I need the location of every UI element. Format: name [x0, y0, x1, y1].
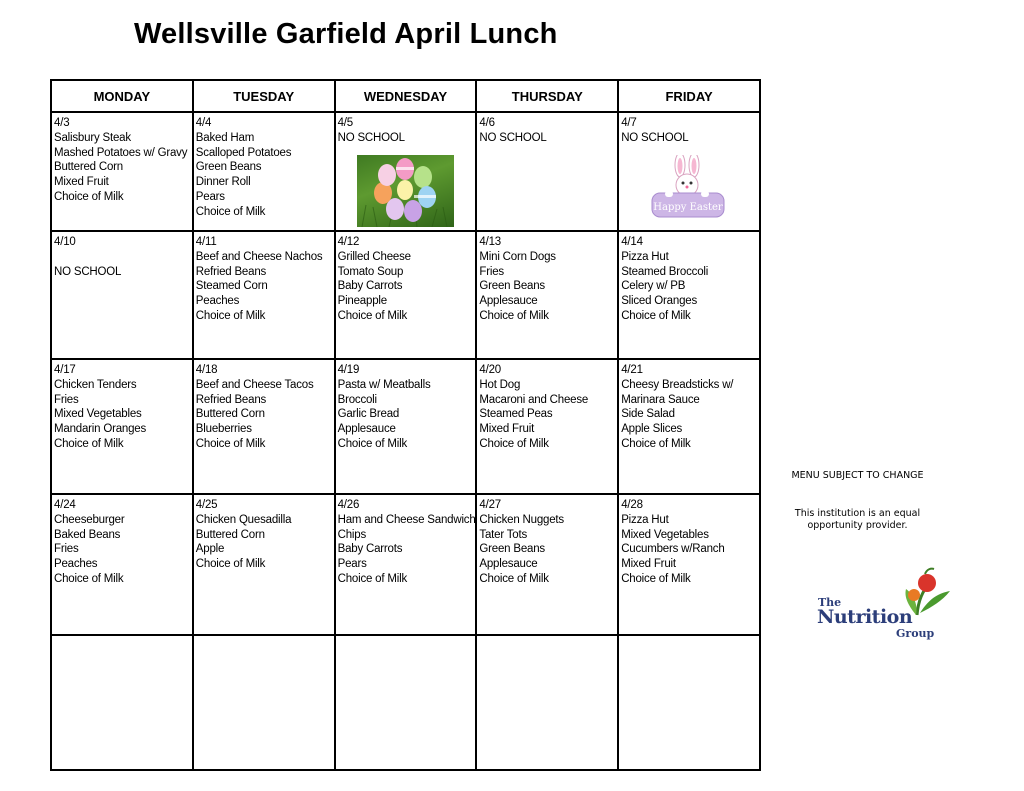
date-label: 4/13 [479, 236, 501, 248]
day-cell-thursday [476, 494, 618, 635]
menu-item: Beef and Cheese Tacos [195, 378, 314, 391]
date-label: 4/19 [337, 364, 360, 376]
menu-item: Applesauce [337, 423, 396, 436]
menu-item: Choice of Milk [195, 309, 266, 322]
date-label: 4/18 [195, 364, 218, 376]
menu-item: Baked Ham [195, 131, 255, 144]
menu-item: Pasta w/ Meatballs [337, 378, 431, 391]
menu-item: Apple [195, 543, 225, 556]
date-label: 4/3 [54, 117, 70, 129]
menu-item: Green Beans [479, 543, 545, 556]
day-cell-tuesday [193, 359, 335, 494]
menu-item: Chicken Nuggets [479, 513, 564, 526]
menu-item: Mixed Vegetables [54, 408, 142, 421]
header-friday: FRIDAY [618, 80, 760, 112]
easter-bunny-icon [649, 155, 727, 219]
menu-item: Mixed Fruit [479, 423, 535, 436]
day-cell-wednesday [335, 359, 477, 494]
day-cell-thursday [476, 635, 618, 770]
menu-item: Fries [54, 543, 79, 556]
menu-item: Scalloped Potatoes [195, 146, 292, 159]
menu-item: Choice of Milk [337, 437, 408, 450]
menu-item: Salisbury Steak [54, 131, 131, 144]
week-row-1 [51, 112, 760, 231]
menu-item: Mandarin Oranges [54, 423, 147, 436]
menu-item: Pizza Hut [621, 513, 669, 526]
menu-item: Macaroni and Cheese [479, 393, 589, 406]
menu-item: Garlic Bread [337, 408, 400, 421]
menu-item: Choice of Milk [621, 437, 691, 450]
menu-item: Green Beans [195, 161, 262, 174]
day-cell-wednesday [335, 494, 477, 635]
menu-item: Pizza Hut [621, 250, 669, 263]
date-label: 4/27 [479, 499, 501, 511]
menu-item: Choice of Milk [337, 572, 408, 585]
menu-item: Peaches [195, 295, 240, 308]
menu-item: Baby Carrots [337, 543, 403, 556]
menu-item: Choice of Milk [54, 190, 124, 203]
header-thursday: THURSDAY [476, 80, 618, 112]
menu-item: Ham and Cheese Sandwich [337, 513, 476, 526]
menu-item: NO SCHOOL [621, 131, 689, 144]
day-cell-wednesday [335, 112, 477, 231]
day-cell-friday [618, 494, 760, 635]
logo-group: Group [896, 627, 935, 640]
menu-item: Applesauce [479, 558, 538, 571]
menu-item: Refried Beans [195, 393, 267, 406]
menu-item: Refried Beans [195, 265, 267, 278]
menu-item: Choice of Milk [195, 205, 266, 218]
menu-item: Hot Dog [479, 378, 521, 391]
menu-item: Choice of Milk [337, 309, 408, 322]
menu-item: Tater Tots [479, 528, 528, 541]
menu-item: Pineapple [337, 295, 387, 308]
menu-item: Green Beans [479, 280, 545, 293]
lunch-calendar [50, 79, 761, 771]
menu-item: Choice of Milk [479, 572, 549, 585]
menu-item: Choice of Milk [195, 437, 266, 450]
date-label: 4/11 [195, 236, 217, 248]
menu-item: NO SCHOOL [54, 265, 122, 278]
menu-item: Steamed Peas [479, 408, 553, 421]
menu-item: NO SCHOOL [337, 131, 405, 144]
date-label: 4/20 [479, 364, 501, 376]
menu-item: Cucumbers w/Ranch [621, 543, 725, 556]
menu-item: Buttered Corn [195, 528, 265, 541]
menu-item: Dinner Roll [195, 176, 251, 189]
menu-item: Chicken Quesadilla [195, 513, 292, 526]
menu-item: Mini Corn Dogs [479, 250, 556, 263]
menu-item [54, 250, 192, 265]
menu-item: Side Salad [621, 408, 675, 421]
day-cell-wednesday [335, 635, 477, 770]
menu-item: Grilled Cheese [337, 250, 411, 263]
menu-change-notice: MENU SUBJECT TO CHANGE [791, 470, 924, 481]
date-label: 4/28 [621, 499, 643, 511]
menu-item: Buttered Corn [195, 408, 265, 421]
week-row-2 [51, 231, 760, 359]
date-label: 4/26 [337, 499, 360, 511]
logo-nutrition: Nutrition [817, 606, 913, 628]
menu-item: Choice of Milk [54, 572, 124, 585]
menu-item: Chips [337, 528, 366, 541]
menu-item: Applesauce [479, 295, 538, 308]
date-label: 4/17 [54, 364, 76, 376]
day-cell-friday [618, 231, 760, 359]
page-title: Wellsville Garfield April Lunch [134, 18, 558, 50]
day-cell-monday [51, 231, 193, 359]
day-cell-thursday [476, 112, 618, 231]
menu-item: Celery w/ PB [621, 280, 686, 293]
menu-item: Fries [54, 393, 79, 406]
date-label: 4/7 [621, 117, 637, 129]
day-cell-tuesday [193, 494, 335, 635]
date-label: 4/24 [54, 499, 76, 511]
week-row-5 [51, 635, 760, 770]
day-cell-tuesday [193, 112, 335, 231]
menu-item: Choice of Milk [621, 572, 691, 585]
logo-the: The [818, 596, 842, 609]
day-cell-monday [51, 359, 193, 494]
menu-item: Pears [195, 190, 225, 203]
menu-item: Mashed Potatoes w/ Gravy [54, 146, 188, 159]
menu-item: Choice of Milk [195, 558, 266, 571]
day-cell-friday [618, 635, 760, 770]
menu-item: Beef and Cheese Nachos [195, 250, 323, 263]
menu-item: Choice of Milk [621, 309, 691, 322]
easter-eggs-photo [357, 155, 454, 227]
week-row-3 [51, 359, 760, 494]
header-monday: MONDAY [51, 80, 193, 112]
menu-item: Mixed Fruit [621, 558, 676, 571]
nutrition-group-logo [812, 563, 954, 645]
menu-item: Baby Carrots [337, 280, 403, 293]
weekday-header-row [51, 80, 760, 112]
menu-item: Mixed Fruit [54, 176, 109, 189]
menu-item: Steamed Corn [195, 280, 268, 293]
date-label: 4/14 [621, 236, 643, 248]
header-tuesday: TUESDAY [193, 80, 335, 112]
menu-item: Cheeseburger [54, 513, 125, 526]
menu-item: Broccoli [337, 393, 377, 406]
date-label: 4/12 [337, 236, 360, 248]
date-label: 4/5 [337, 117, 353, 129]
menu-item: Sliced Oranges [621, 295, 698, 308]
date-label: 4/10 [54, 236, 76, 248]
week-row-4 [51, 494, 760, 635]
day-cell-friday [618, 112, 760, 231]
menu-item: Mixed Vegetables [621, 528, 709, 541]
svg-text:Happy Easter: Happy Easter [653, 202, 723, 213]
day-cell-monday [51, 112, 193, 231]
date-label: 4/6 [479, 117, 495, 129]
menu-item: Blueberries [195, 423, 252, 436]
menu-item: Choice of Milk [54, 437, 124, 450]
menu-item: Chicken Tenders [54, 378, 137, 391]
day-cell-thursday [476, 359, 618, 494]
menu-item: Marinara Sauce [621, 393, 700, 406]
menu-item: Pears [337, 558, 367, 571]
equal-opportunity-notice: This institution is an equal opportunity provider. [794, 508, 921, 531]
date-label: 4/21 [621, 364, 643, 376]
day-cell-friday [618, 359, 760, 494]
menu-item: Fries [479, 265, 504, 278]
header-wednesday: WEDNESDAY [335, 80, 477, 112]
day-cell-tuesday [193, 231, 335, 359]
menu-item: Apple Slices [621, 423, 683, 436]
date-label: 4/4 [195, 117, 212, 129]
menu-item: Cheesy Breadsticks w/ [621, 378, 734, 391]
date-label: 4/25 [195, 499, 218, 511]
day-cell-thursday [476, 231, 618, 359]
menu-item: Steamed Broccoli [621, 265, 709, 278]
day-cell-monday [51, 494, 193, 635]
menu-item: Tomato Soup [337, 265, 404, 278]
menu-item: Buttered Corn [54, 161, 123, 174]
day-cell-monday [51, 635, 193, 770]
day-cell-tuesday [193, 635, 335, 770]
menu-item: Peaches [54, 558, 98, 571]
day-cell-wednesday [335, 231, 477, 359]
menu-item: NO SCHOOL [479, 131, 547, 144]
menu-item: Choice of Milk [479, 437, 549, 450]
menu-item: Choice of Milk [479, 309, 549, 322]
menu-item: Baked Beans [54, 528, 121, 541]
